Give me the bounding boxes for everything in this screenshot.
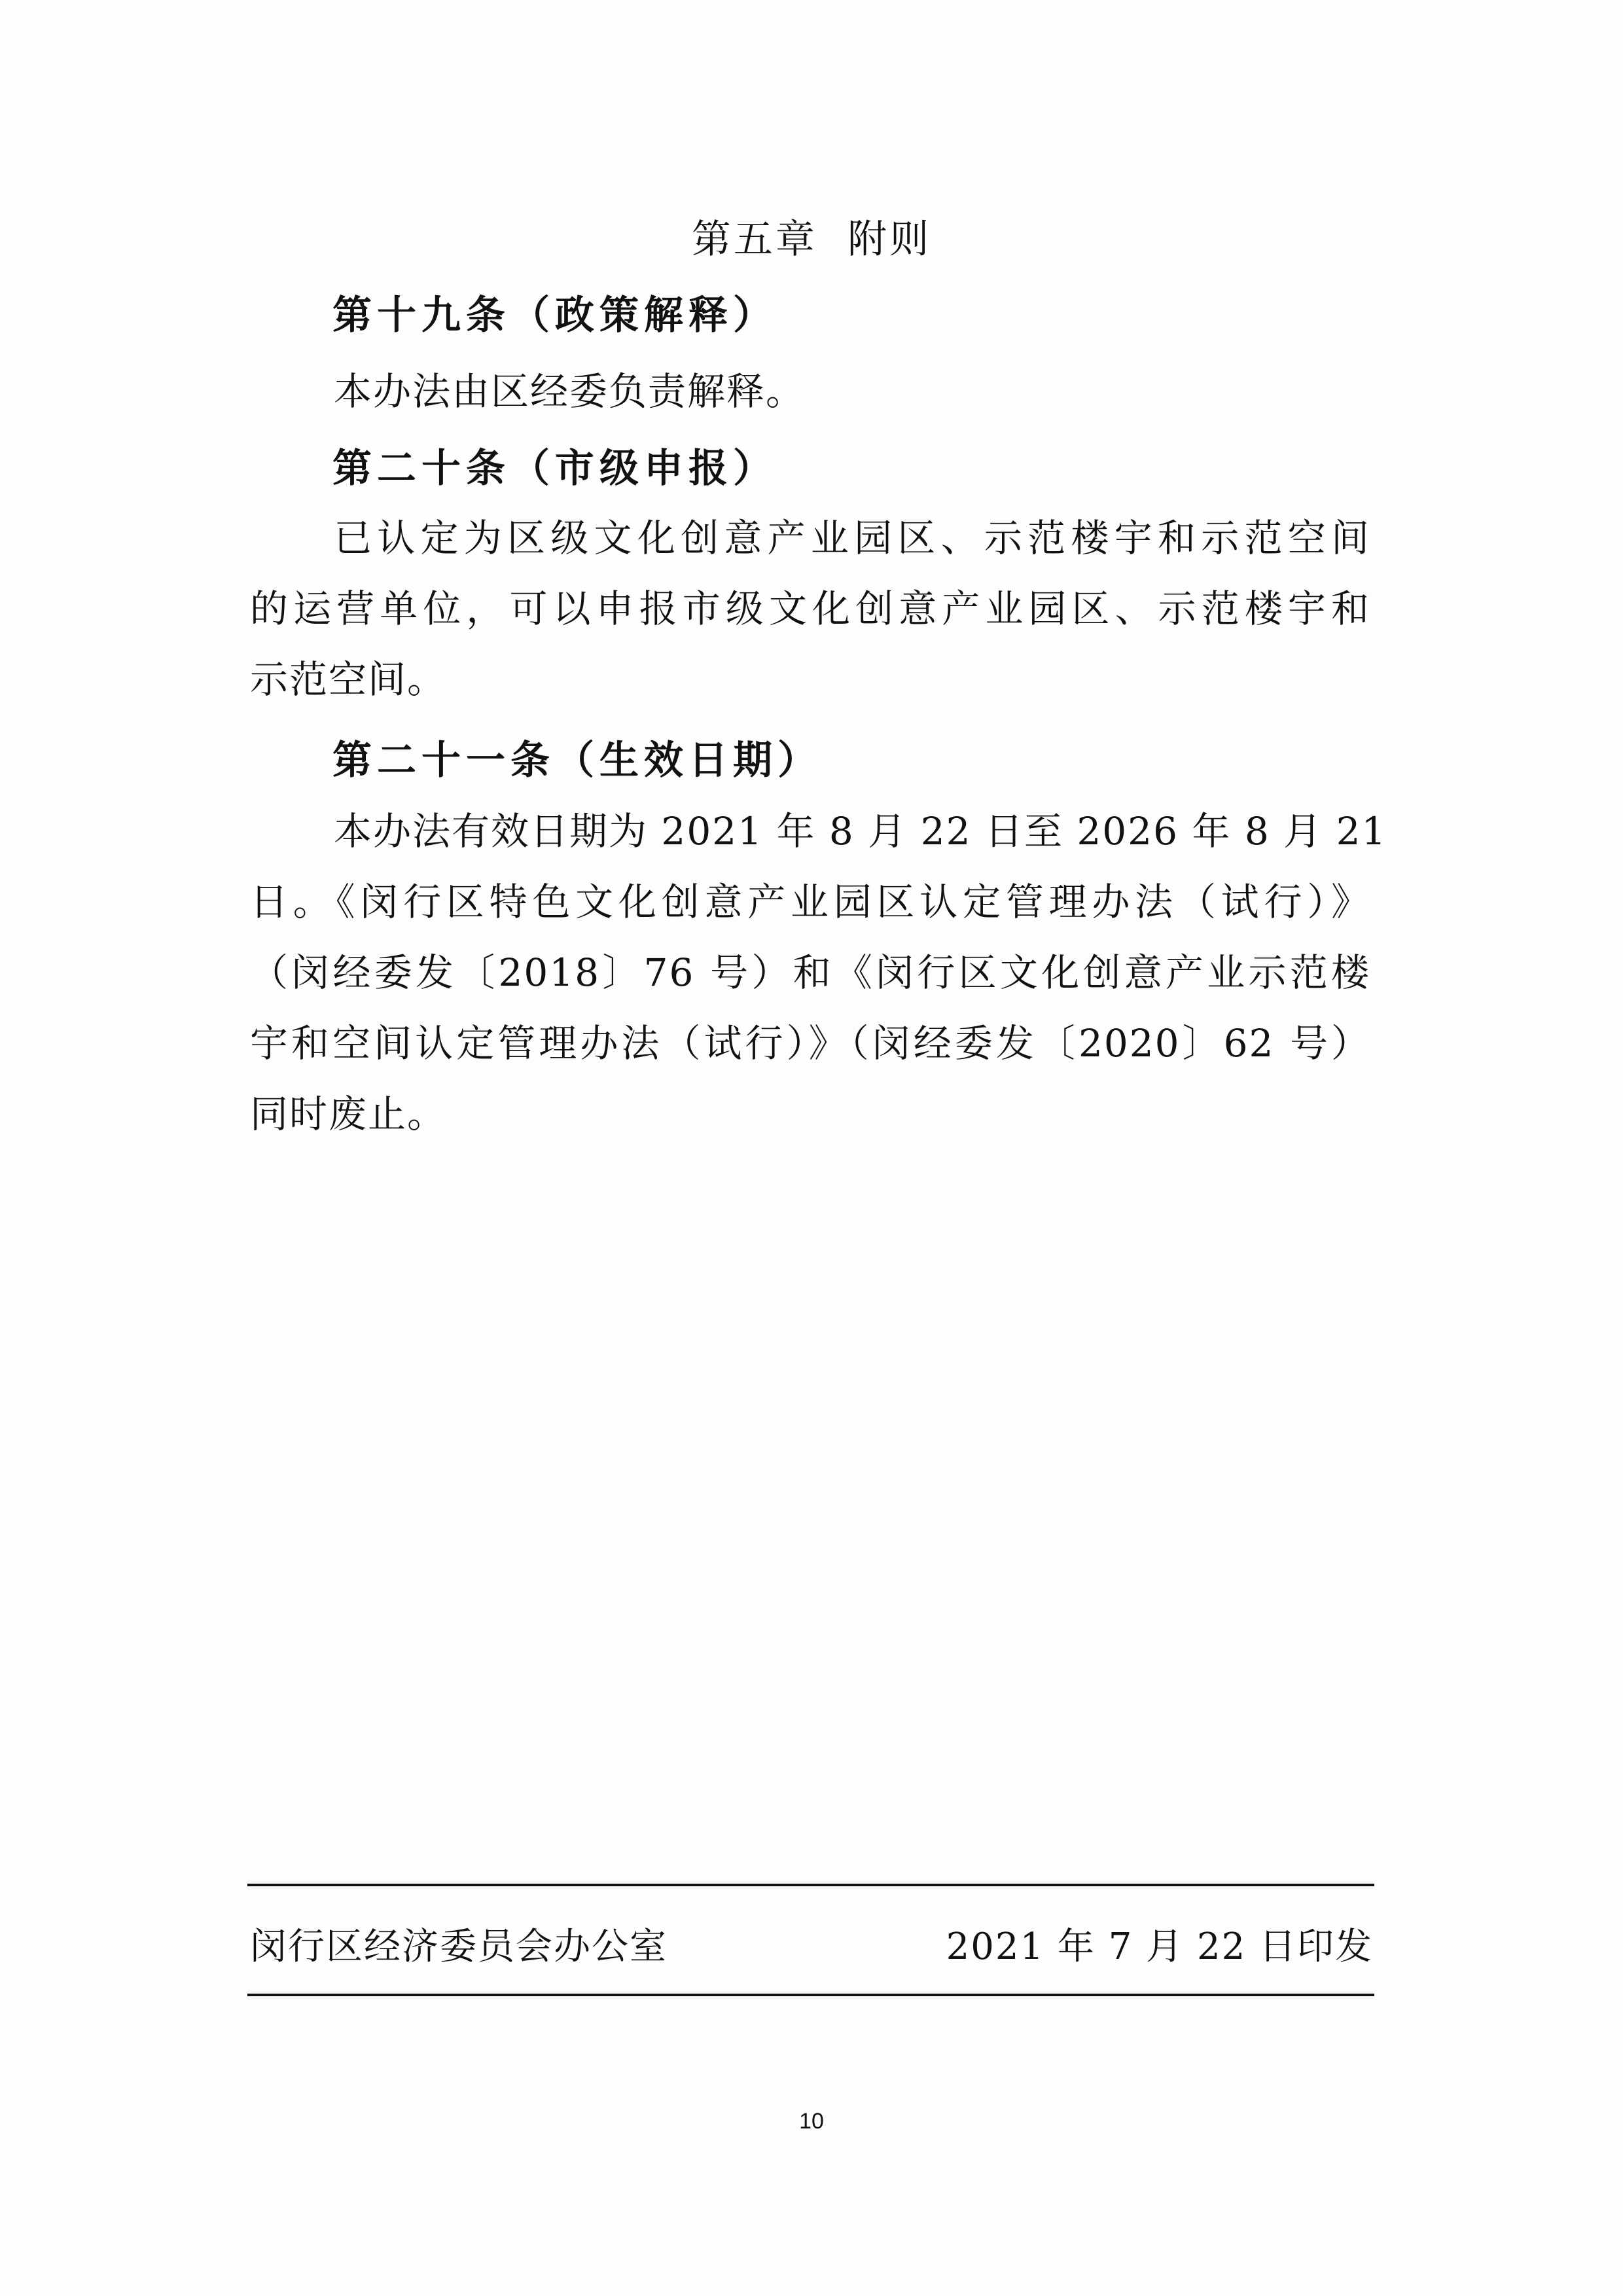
footer-bottom-rule <box>247 1994 1374 1996</box>
article-20-heading: 第二十条（市级申报） <box>332 446 777 492</box>
article-19-line-1: 本办法由区经委负责解释。 <box>334 369 806 414</box>
article-21-line-4: 宇和空间认定管理办法（试行）》（闵经委发〔2020〕62 号） <box>250 1021 1370 1066</box>
article-21-line-2: 日。《闵行区特色文化创意产业园区认定管理办法（试行）》 <box>250 880 1370 924</box>
article-20-body <box>250 503 1370 715</box>
footer-issue-date: 2021 年 7 月 22 日印发 <box>946 1926 1373 1968</box>
footer-issuer: 闵行区经济委员会办公室 <box>250 1926 668 1968</box>
article-20-line-1: 已认定为区级文化创意产业园区、示范楼宇和示范空间 <box>334 516 1370 560</box>
chapter-title: 第五章 附则 <box>691 217 932 262</box>
article-21-heading: 第二十一条（生效日期） <box>332 738 822 783</box>
article-19-heading: 第十九条（政策解释） <box>332 293 777 338</box>
article-21-line-1: 本办法有效日期为 2021 年 8 月 22 日至 2026 年 8 月 21 <box>334 809 1387 853</box>
article-20-line-2: 的运营单位，可以申报市级文化创意产业园区、示范楼宇和 <box>250 586 1370 631</box>
article-20-line-3: 示范空间。 <box>250 657 447 702</box>
article-21-body <box>250 796 1387 1149</box>
article-21-line-5: 同时废止。 <box>250 1092 447 1136</box>
page-number: 10 <box>799 2109 824 2134</box>
article-19-body <box>250 356 1370 427</box>
footer-top-rule <box>247 1884 1374 1886</box>
article-21-line-3: （闵经委发〔2018〕76 号）和《闵行区文化创意产业示范楼 <box>250 950 1370 995</box>
